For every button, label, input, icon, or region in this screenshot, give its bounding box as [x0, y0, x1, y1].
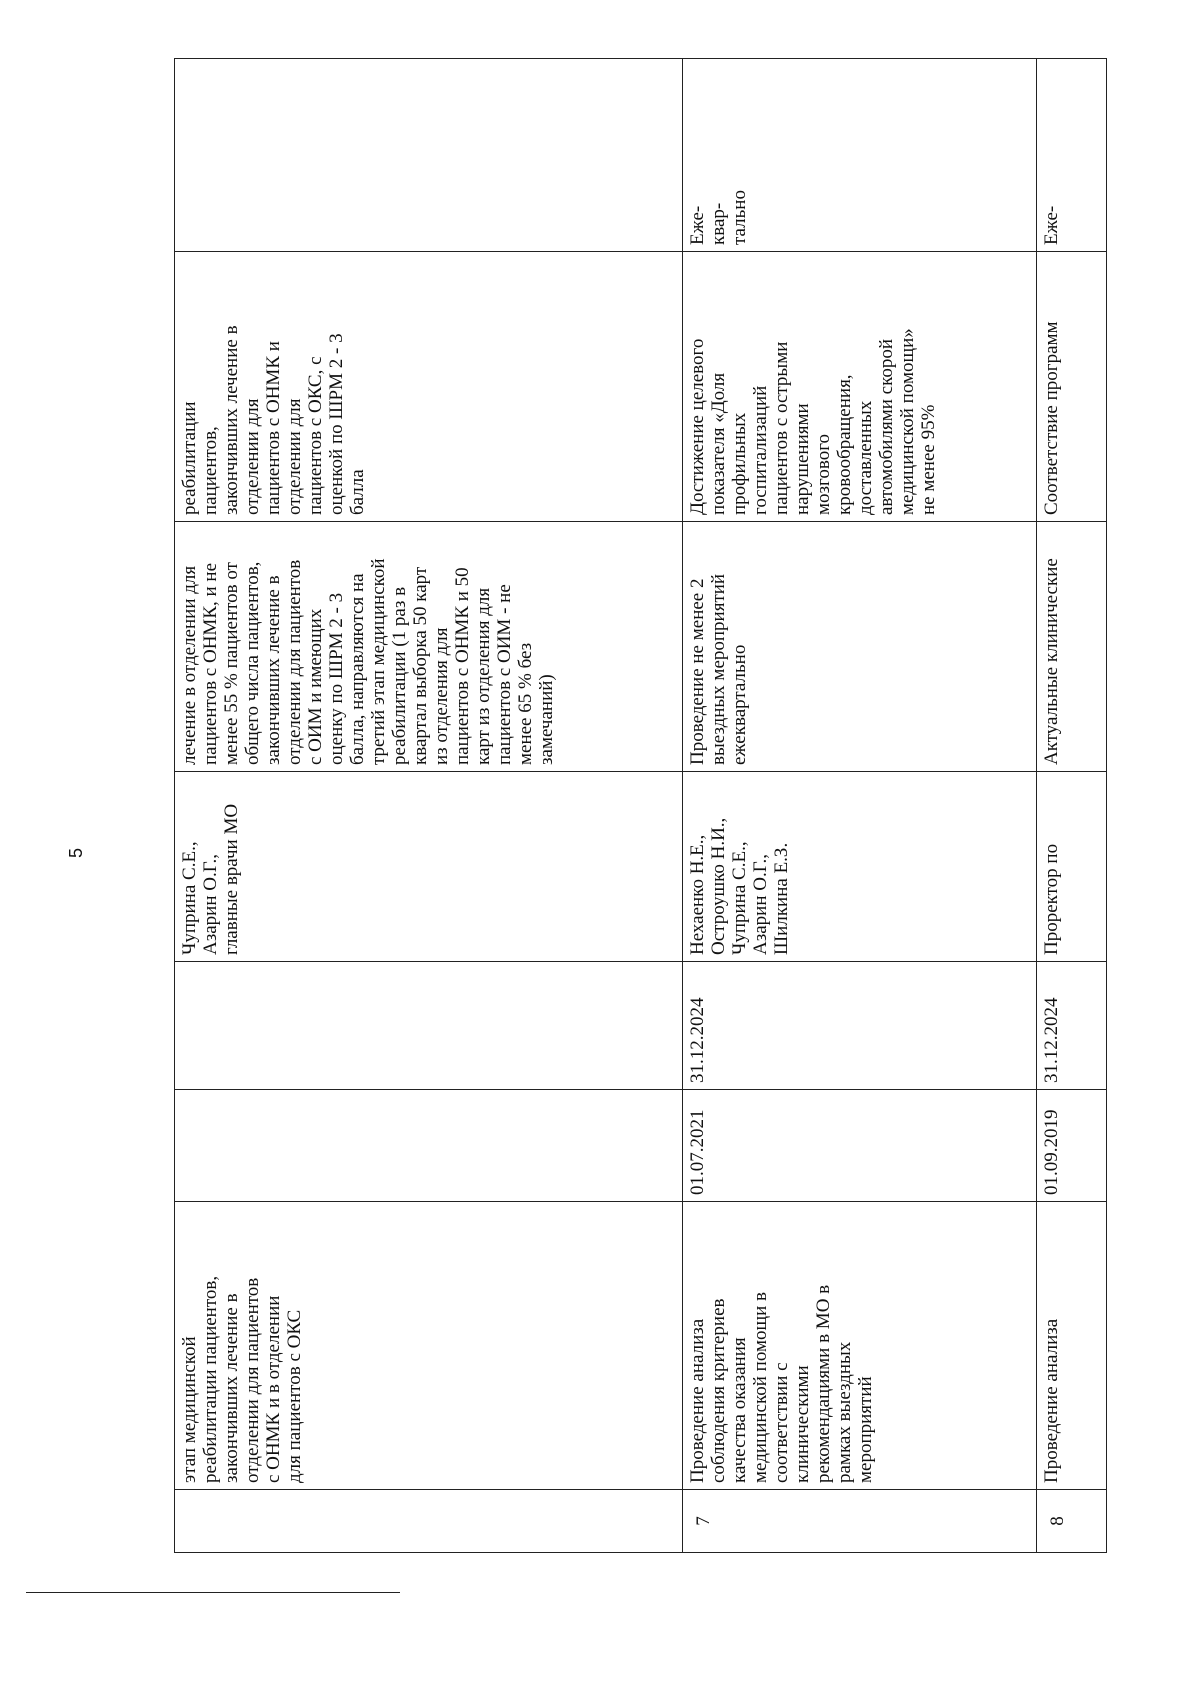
cell-indicator: Соответствие программ [1037, 252, 1107, 522]
cell-start-date: 01.09.2019 [1037, 1090, 1107, 1202]
cell-number: 7 [683, 1490, 1037, 1553]
table-row [683, 59, 1037, 1553]
cell-end-date [175, 962, 683, 1090]
cell-event: Проведение анализа соблюдения критериев качества оказания медицинской помощи в соответствии с клиническими рекомендациями в МО в рамках выездных мероприятий [683, 1202, 1037, 1490]
cell-responsible: Проректор по [1037, 772, 1107, 962]
rotated-table-container [174, 59, 1106, 1553]
table-row [1037, 59, 1107, 1553]
cell-event: этап медицинской реабилитации пациентов, закончивших лечение в отделении для пациентов с ОНМК и в отделении для пациентов с ОКС [175, 1202, 683, 1490]
cell-end-date: 31.12.2024 [683, 962, 1037, 1090]
cell-characteristic: лечение в отделении для пациентов с ОНМК, и не менее 55 % пациентов от общего числа пациентов, закончивших лечение в отделении для пациентов с ОИМ и имеющих оценку по ШРМ 2 - 3 балла, направляются на третий этап медицинской реабилитации (1 раз в квартал выборка 50 карт из отделения для пациентов с ОНМК и 50 карт из отделения для пациентов с ОИМ - не менее 65 % без замечаний) [175, 522, 683, 772]
cell-characteristic: Актуальные клинические [1037, 522, 1107, 772]
cell-responsible: Чуприна С.Е., Азарин О.Г., главные врачи МО [175, 772, 683, 962]
page-number: 5 [65, 847, 86, 859]
cell-period: Еже- квар- тально [683, 59, 1037, 252]
cell-period: Еже- [1037, 59, 1107, 252]
cell-end-date: 31.12.2024 [1037, 962, 1107, 1090]
cell-start-date [175, 1090, 683, 1202]
footnote-separator [26, 1592, 400, 1593]
activities-table [174, 58, 1107, 1553]
cell-characteristic: Проведение не менее 2 выездных мероприятий ежеквартально [683, 522, 1037, 772]
cell-indicator: Достижение целевого показателя «Доля профильных госпитализаций пациентов с острыми нарушениями мозгового кровообращения, доставленных автомобилями скорой медицинской помощи» не менее 95% [683, 252, 1037, 522]
cell-start-date: 01.07.2021 [683, 1090, 1037, 1202]
cell-indicator: реабилитации пациентов, закончивших лечение в отделении для пациентов с ОНМК и отделении для пациентов с ОКС, с оценкой по ШРМ 2 - 3 балла [175, 252, 683, 522]
cell-period [175, 59, 683, 252]
cell-event: Проведение анализа [1037, 1202, 1107, 1490]
cell-number [175, 1490, 683, 1553]
table-row [175, 59, 683, 1553]
cell-number: 8 [1037, 1490, 1107, 1553]
cell-responsible: Нехаенко Н.Е., Остроушко Н.И., Чуприна С.Е., Азарин О.Г., Шилкина Е.З. [683, 772, 1037, 962]
